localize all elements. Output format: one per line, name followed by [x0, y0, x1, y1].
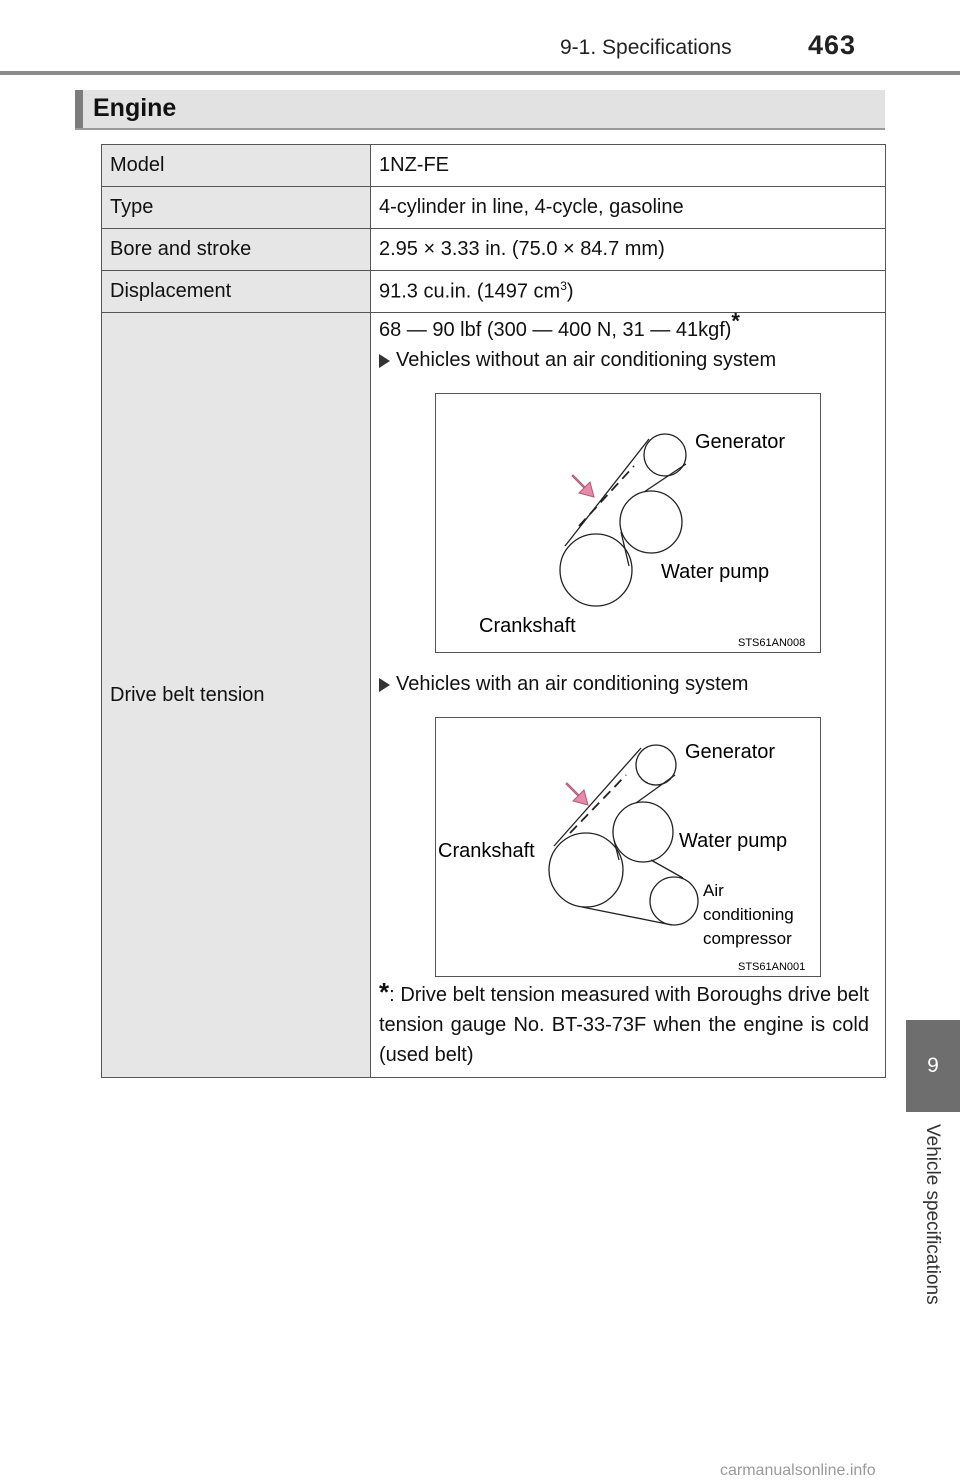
displacement-exponent: 3	[560, 279, 567, 294]
belt-segment	[644, 464, 686, 492]
footnote-marker: *	[379, 977, 390, 1007]
table-row	[102, 187, 886, 229]
triangle-bullet-icon	[379, 354, 390, 368]
spec-label: Type	[102, 187, 371, 229]
spec-label: Model	[102, 145, 371, 187]
table-row	[102, 229, 886, 271]
spec-value: 1NZ-FE	[371, 145, 886, 187]
deflection-dash	[570, 775, 626, 833]
belt-segment	[651, 860, 683, 878]
belt-segment	[554, 748, 641, 846]
displacement-suffix: )	[566, 280, 574, 303]
label-crankshaft: Crankshaft	[438, 840, 535, 862]
footnote-marker: *	[731, 308, 740, 334]
header-section-title: 9-1. Specifications	[560, 36, 732, 59]
label-ac-line-3: compressor	[703, 929, 792, 948]
drive-belt-tension-value: 68 — 90 lbf (300 — 400 N, 31 — 41kgf)*	[379, 308, 740, 341]
pink-arrow-icon	[566, 783, 588, 805]
page-number: 463	[808, 30, 857, 60]
label-generator: Generator	[685, 741, 776, 763]
section-title: Engine	[93, 94, 177, 122]
label-water-pump: Water pump	[679, 830, 788, 852]
footnote-text: : Drive belt tension measured with Boroughs drive belt tension gauge No. BT-33-73F when the engine is cold (used belt)	[379, 984, 869, 1066]
label-generator: Generator	[695, 431, 786, 453]
table-row	[102, 271, 886, 313]
displacement-value: 91.3 cu.in. (1497 cm	[379, 280, 561, 303]
spec-label: Drive belt tension	[102, 313, 371, 1078]
watermark: carmanualsonline.info	[720, 1462, 876, 1479]
header-rule	[0, 71, 960, 75]
spec-value	[371, 271, 886, 313]
crankshaft-pulley	[549, 833, 623, 907]
spec-value: 2.95 × 3.33 in. (75.0 × 84.7 mm)	[371, 229, 886, 271]
belt-segment	[621, 532, 629, 566]
section-bar-accent	[75, 90, 83, 128]
chapter-label: Vehicle specifications	[922, 1124, 943, 1305]
water-pump-pulley	[613, 802, 673, 862]
spec-value: 4-cylinder in line, 4-cycle, gasoline	[371, 187, 886, 229]
label-water-pump: Water pump	[661, 561, 770, 583]
footnote	[379, 977, 869, 1070]
belt-diagram-with-ac	[435, 717, 821, 977]
table-row	[102, 313, 886, 1078]
caption-with-ac: Vehicles with an air conditioning system	[379, 673, 748, 696]
chapter-tab: 9	[906, 1020, 960, 1112]
section-bar	[75, 90, 885, 130]
generator-pulley	[644, 434, 686, 476]
label-ac-line-2: conditioning	[703, 905, 794, 924]
table-row	[102, 145, 886, 187]
spec-table	[101, 144, 886, 1078]
triangle-bullet-icon	[379, 678, 390, 692]
spec-value	[371, 308, 886, 1078]
caption-without-ac: Vehicles without an air conditioning system	[379, 349, 776, 372]
belt-segment	[565, 439, 649, 546]
spec-label: Bore and stroke	[102, 229, 371, 271]
spec-label: Displacement	[102, 271, 371, 313]
belt-diagram-without-ac	[435, 393, 821, 653]
water-pump-pulley	[620, 491, 682, 553]
label-crankshaft: Crankshaft	[479, 615, 576, 637]
crankshaft-pulley	[560, 534, 632, 606]
pink-arrow-icon	[572, 475, 594, 497]
ac-compressor-pulley	[650, 877, 698, 925]
belt-segment	[582, 907, 672, 925]
figure-code: STS61AN001	[738, 961, 806, 973]
figure-code: STS61AN008	[738, 637, 806, 649]
label-ac-line-1: Air	[703, 881, 724, 900]
drive-belt-content	[371, 308, 885, 1077]
